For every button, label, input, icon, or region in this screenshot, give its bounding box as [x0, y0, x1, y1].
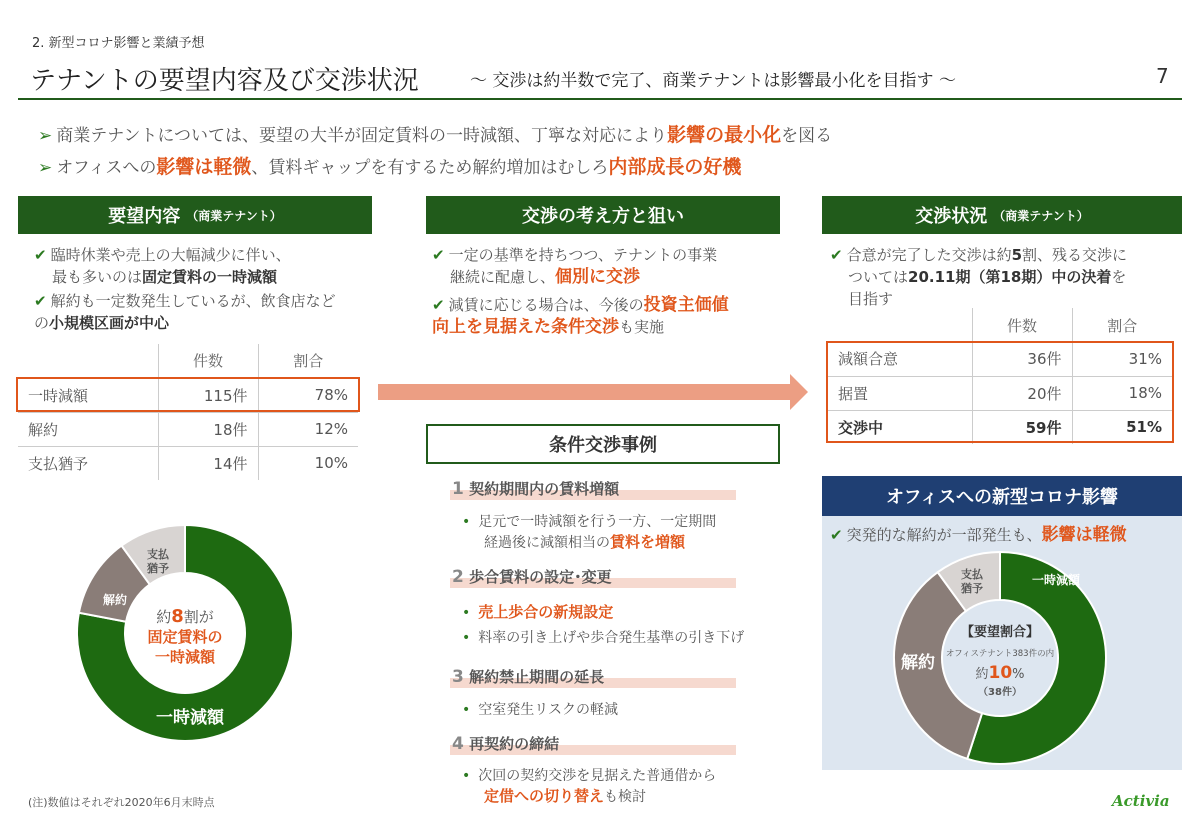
flow-arrow-shape: [378, 374, 808, 410]
case-item-text: 経過後に減額相当の: [484, 535, 610, 551]
case-number: 3: [452, 667, 464, 687]
table-header-row: [18, 344, 358, 378]
donut-label-main: 一時減額: [1031, 573, 1081, 587]
table-row-count: 115件: [158, 378, 258, 412]
donut-label-cancel: 解約: [901, 653, 935, 673]
bullet-dot: •: [462, 605, 471, 621]
arrow-icon: ➢: [38, 158, 53, 178]
donut-center-line-4: （38件）: [978, 687, 1022, 698]
table-row-ratio: 12%: [258, 412, 358, 446]
case-3-item: [462, 700, 618, 720]
check-text: の: [34, 314, 50, 332]
bullet-highlight: 影響は軽微: [156, 156, 252, 178]
case-item-text: も検討: [604, 789, 647, 805]
check-icon: ✔: [830, 526, 843, 544]
table-header-ratio: 割合: [1072, 308, 1172, 342]
check-highlight: 小規模区画が中心: [49, 314, 170, 332]
table-header-blank: [18, 344, 158, 378]
bullet-dot: •: [462, 514, 471, 530]
donut-label-defer-2: 猶予: [147, 562, 169, 575]
middle-check-1: [432, 244, 792, 288]
check-highlight: 20.11期（第18期）中の決着: [908, 268, 1112, 286]
check-icon: ✔: [34, 246, 47, 264]
table-header-count: 件数: [158, 344, 258, 378]
donut-label-main: 一時減額: [156, 708, 224, 728]
case-item-text: 空室発生リスクの軽減: [478, 702, 618, 718]
table-row: [18, 412, 358, 446]
activia-logo: Activia: [1112, 792, 1170, 810]
case-title-1: [452, 478, 619, 499]
table-row-label: 一時減額: [28, 386, 89, 405]
case-title-4: [452, 733, 559, 754]
page-title: テナントの要望内容及び交渉状況: [30, 66, 419, 96]
table-row-ratio: 18%: [1072, 376, 1172, 410]
title-rule: [18, 98, 1182, 100]
case-title-text: 再契約の締結: [469, 735, 560, 753]
case-1-item: [462, 512, 716, 553]
check-highlight: 個別に交渉: [555, 267, 641, 287]
donut-center-line-3: 一時減額: [154, 648, 216, 666]
donut-label-defer-2: 猶予: [961, 582, 983, 595]
case-4-item: [462, 766, 716, 807]
highlight-box: [826, 341, 1174, 443]
check-highlight: 投資主価値: [643, 295, 729, 315]
donut-label-defer-1: 支払: [147, 548, 169, 561]
donut-label-defer-1: 支払: [961, 568, 983, 581]
case-2-item-1: [462, 602, 613, 623]
table-row-ratio: 78%: [258, 378, 358, 412]
check-highlight: 固定賃料の一時減額: [142, 268, 278, 286]
donut-center-line-1: 【要望割合】: [960, 625, 1040, 640]
bullet-dot: •: [462, 702, 471, 718]
page-number: 7: [1156, 64, 1169, 88]
check-highlight: 向上を見据えた条件交渉: [432, 317, 619, 337]
table-row-label: 解約: [28, 420, 59, 439]
case-item-highlight: 賃料を増額: [610, 533, 686, 551]
right-header-subtitle: （商業テナント）: [993, 208, 1089, 223]
bullet-highlight: 内部成長の好機: [608, 156, 742, 178]
table-row: [18, 446, 358, 480]
table-row-ratio: 10%: [258, 446, 358, 480]
left-header-title: 要望内容: [108, 206, 181, 227]
check-text: 割、残る交渉に: [1022, 246, 1128, 264]
table-row-count: 18件: [158, 412, 258, 446]
check-text: 解約も一定数発生しているが、飲食店など: [50, 292, 336, 310]
check-highlight: 影響は軽微: [1041, 525, 1127, 545]
table-row-label: 据置: [838, 384, 869, 403]
left-check-1: [34, 244, 374, 288]
bullet-text: 商業テナントについては、要望の大半が固定賃料の一時減額、丁寧な対応により: [56, 126, 668, 146]
office-donut-chart: [890, 548, 1110, 768]
check-text: 継続に配慮し、: [450, 268, 556, 286]
check-icon: ✔: [830, 246, 843, 264]
left-donut-chart: [70, 518, 300, 748]
table-row-label: 支払猶予: [28, 454, 89, 473]
donut-center-line-2: オフィステナント383件の内: [945, 649, 1055, 659]
middle-header-title: 交渉の考え方と狙い: [522, 206, 684, 227]
left-request-table: [18, 344, 358, 480]
case-title-text: 契約期間内の賃料増額: [469, 480, 620, 498]
middle-check-2: [432, 294, 792, 338]
case-item-highlight: 売上歩合の新規設定: [478, 603, 614, 621]
footnote: (注)数値はそれぞれ2020年6月末時点: [28, 796, 215, 809]
check-text: 臨時休業や売上の大幅減少に伴い、: [50, 246, 291, 264]
left-check-2: [34, 290, 384, 334]
check-text: を: [1111, 268, 1127, 286]
page-subtitle: ～ 交渉は約半数で完了、商業テナントは影響最小化を目指す ～: [470, 71, 956, 91]
office-check: [830, 524, 1127, 546]
case-title-3: [452, 666, 604, 687]
check-icon: ✔: [34, 292, 47, 310]
highlight-box: [16, 377, 360, 412]
right-header-title: 交渉状況: [915, 206, 988, 227]
right-check: [830, 244, 1180, 310]
donut-label-cancel: 解約: [102, 593, 128, 607]
donut-center-line-3: 約10%: [975, 663, 1025, 683]
cases-header-title: 条件交渉事例: [549, 435, 657, 456]
table-header-row: [828, 308, 1172, 342]
case-title-text: 歩合賃料の設定･変更: [469, 568, 612, 586]
table-row-label: 減額合意: [838, 350, 899, 369]
right-header: [822, 196, 1182, 234]
check-text: 減賃に応じる場合は、今後の: [448, 296, 644, 314]
arrow-icon: ➢: [38, 126, 53, 146]
check-text: 一定の基準を持ちつつ、テナントの事業: [448, 246, 718, 264]
left-header: [18, 196, 372, 234]
case-title-text: 解約禁止期間の延長: [469, 668, 605, 686]
table-row-label: 交渉中: [838, 418, 884, 437]
bullet-text: オフィスへの: [56, 158, 157, 178]
donut-center-line-2: 固定賃料の: [147, 628, 223, 646]
case-number: 4: [452, 734, 464, 754]
table-row-count: 59件: [972, 410, 1072, 444]
donut-center-line-1: 約8割が: [156, 606, 214, 627]
table-row-count: 20件: [972, 376, 1072, 410]
case-title-2: [452, 566, 612, 587]
office-header-title: オフィスへの新型コロナ影響: [885, 487, 1119, 508]
case-item-text: 次回の契約交渉を見据えた普通借から: [478, 768, 717, 784]
office-header: [822, 476, 1182, 516]
left-header-subtitle: （商業テナント）: [186, 208, 282, 223]
section-label: 2. 新型コロナ影響と業績予想: [32, 36, 205, 51]
bullet-text: 、賃料ギャップを有するため解約増加はむしろ: [251, 158, 609, 178]
bullet-highlight: 影響の最小化: [667, 124, 782, 146]
check-text: も実施: [619, 318, 665, 336]
bullet-1: [38, 120, 832, 147]
check-text: 目指す: [848, 290, 894, 308]
flow-arrow: [378, 372, 808, 412]
table-row-ratio: 51%: [1072, 410, 1172, 444]
table-header-blank: [828, 308, 972, 342]
cases-header: [426, 424, 780, 464]
case-number: 1: [452, 479, 464, 499]
check-icon: ✔: [432, 296, 445, 314]
table-row-count: 14件: [158, 446, 258, 480]
table-row-count: 36件: [972, 342, 1072, 376]
table-header-ratio: 割合: [258, 344, 358, 378]
case-number: 2: [452, 567, 464, 587]
check-icon: ✔: [432, 246, 445, 264]
check-text: ついては: [848, 268, 909, 286]
case-item-text: 料率の引き上げや歩合発生基準の引き下げ: [478, 630, 745, 646]
table-row-ratio: 31%: [1072, 342, 1172, 376]
middle-header: [426, 196, 780, 234]
case-item-highlight: 定借への切り替え: [484, 787, 605, 805]
check-text: 最も多いのは: [52, 268, 143, 286]
case-item-text: 足元で一時減額を行う一方、一定期間: [478, 514, 717, 530]
check-highlight: 5: [1011, 246, 1023, 264]
table-header-count: 件数: [972, 308, 1072, 342]
case-2-item-2: [462, 628, 744, 648]
check-text: 突発的な解約が一部発生も、: [846, 526, 1042, 544]
bullet-dot: •: [462, 768, 471, 784]
bullet-2: [38, 152, 741, 179]
bullet-text: を図る: [781, 126, 833, 146]
check-text: 合意が完了した交渉は約: [846, 246, 1012, 264]
bullet-dot: •: [462, 630, 471, 646]
